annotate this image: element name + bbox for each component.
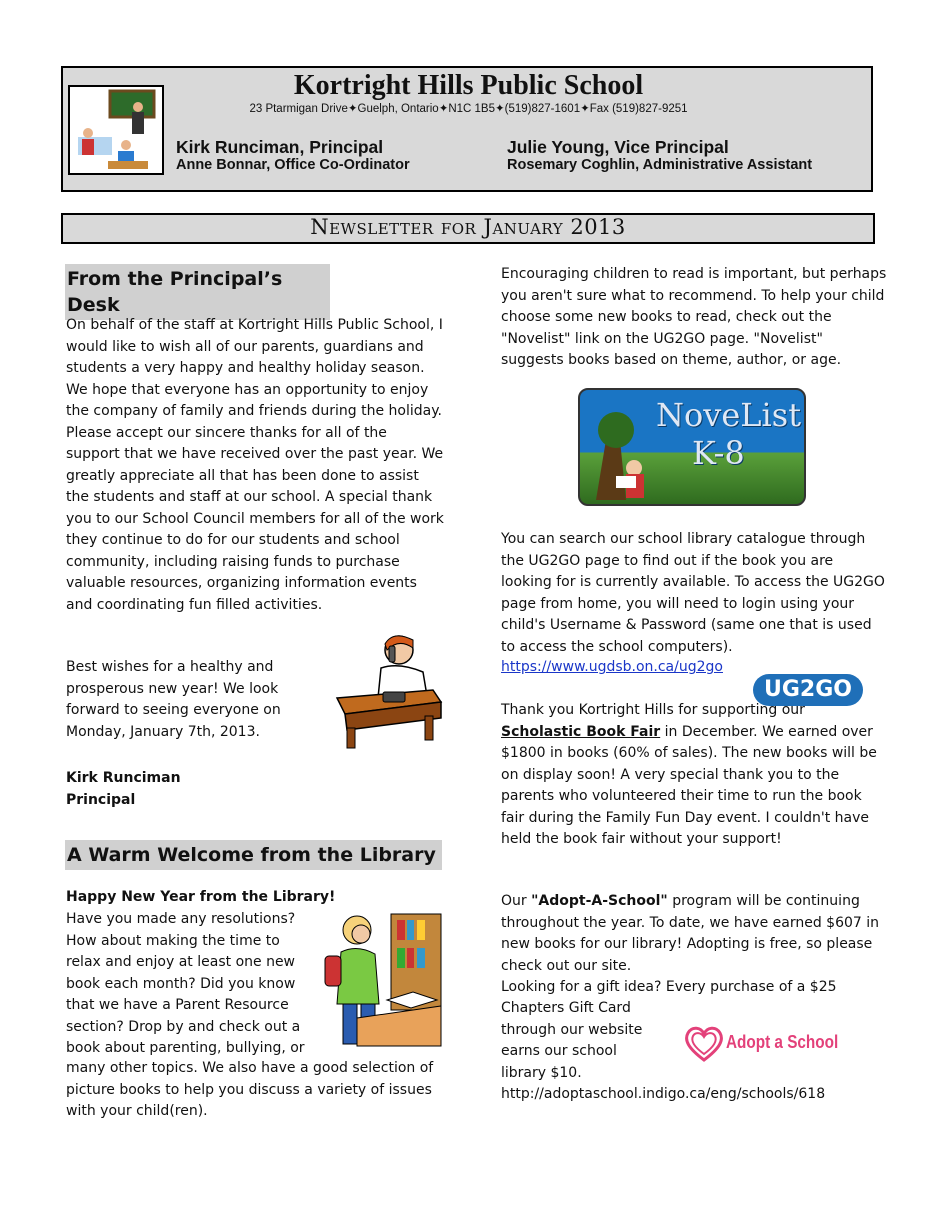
bookfair-pre: Thank you Kortright Hills for supporting our [501,702,805,718]
ug2go-link[interactable]: https://www.ugdsb.on.ca/ug2go [501,659,723,675]
newsletter-title: Newsletter for January 2013 [310,215,626,239]
gift-line-5: library $10. [501,1065,582,1081]
adopt-paragraph [501,891,887,977]
adopt-school-logo-text: Adopt a School [726,1032,839,1052]
bookfair-post: in December. We earned over $1800 in books (60% of sales). The new books will be on display soon! A very special thank you to the parents who volunteered their time to run the book fair during the Family Fun Day event. I couldn't have held the book fair without your support! [501,723,877,847]
bookfair-paragraph [501,700,887,851]
catalogue-text: You can search our school library catalogue through the UG2GO page to find out if the book you are looking for is currently available. To access the UG2GO page from home, you will need to login using your child's Username & Password (same one that is used to access the school computers). [501,531,885,655]
adopt-pre: Our [501,893,527,909]
school-address: 23 Ptarmigan Drive✦Guelph, Ontario✦N1C 1B5✦(519)827-1601✦Fax (519)827-9251 [249,103,688,115]
adopt-name: "Adopt-A-School" [531,893,668,909]
principal-desk-heading: From the Principal’s Desk [65,264,330,320]
library-body-2: many other topics. We also have a good selection of picture books to help you discuss a variety of issues with your child(ren). [66,1060,434,1119]
novelist-intro: Encouraging children to read is important, but perhaps you aren't sure what to recommend. To help your child choose some new books to read, check out the "Novelist" link on the UG2GO page. "Novelist" suggests books based on theme, author, or age. [501,266,887,368]
signature-name: Kirk Runciman [66,770,181,786]
gift-line-4: earns our school [501,1043,617,1059]
child-reading-tree-icon [586,410,656,500]
gift-line-3: through our website [501,1022,643,1038]
novelist-logo[interactable] [578,388,806,506]
principal-name: Kirk Runciman, Principal [176,137,384,157]
adopt-school-logo[interactable] [684,1024,839,1064]
library-body-1: Have you made any resolutions? How about making the time to relax and enjoy at least one new book each month? Did you know that we have a Parent Resource section? Drop by and check out a book about parenting, bullying, or [66,911,305,1056]
adopt-post: program will be continuing throughout the year. To date, we have earned $607 in new books for our library! Adopting is free, so please check out our site. [501,893,879,974]
girl-reading-clipart [317,908,443,1048]
person-on-phone-clipart [333,628,443,750]
library-subheading: Happy New Year from the Library! [66,889,336,905]
novelist-logo-subtitle: K-8 [692,434,745,472]
admin-assistant-name: Rosemary Coghlin, Administrative Assistant [507,157,813,173]
principal-message: On behalf of the staff at Kortright Hills Public School, I would like to wish all of our parents, guardians and students a very happy and healthy holiday season. We hope that everyone has an opportunity to enjoy the company of family and friends during the holiday. Please accept our sincere thanks for all of the support that we have received over the past year. We greatly appreciate all that has been done to assist the students and staff at our school. A special thank you to our School Council members for all of the work they continue to do for our students and school community, including raising funds to purchase valuable resources, organizing information events and coordinating fun filled activities. [66,317,444,613]
gift-line-1: Looking for a gift idea? Every purchase of a $25 [501,979,837,995]
office-coordinator-name: Anne Bonnar, Office Co-Ordinator [176,157,410,173]
bookfair-name: Scholastic Book Fair [501,723,661,740]
novelist-logo-title: NoveList [656,396,802,434]
signature-title: Principal [66,792,136,808]
gift-line-2: Chapters Gift Card [501,1000,631,1016]
heart-icon [684,1024,724,1064]
library-heading: A Warm Welcome from the Library [65,840,442,870]
ug2go-logo[interactable]: UG2GO [753,674,863,706]
vice-principal-name: Julie Young, Vice Principal [507,137,729,157]
principal-wishes: Best wishes for a healthy and prosperous new year! We look forward to seeing everyone on Monday, January 7th, 2013. [66,659,281,740]
adopt-url[interactable]: http://adoptaschool.indigo.ca/eng/schools/618 [501,1086,826,1102]
school-name: Kortright Hills Public School [293,70,644,101]
